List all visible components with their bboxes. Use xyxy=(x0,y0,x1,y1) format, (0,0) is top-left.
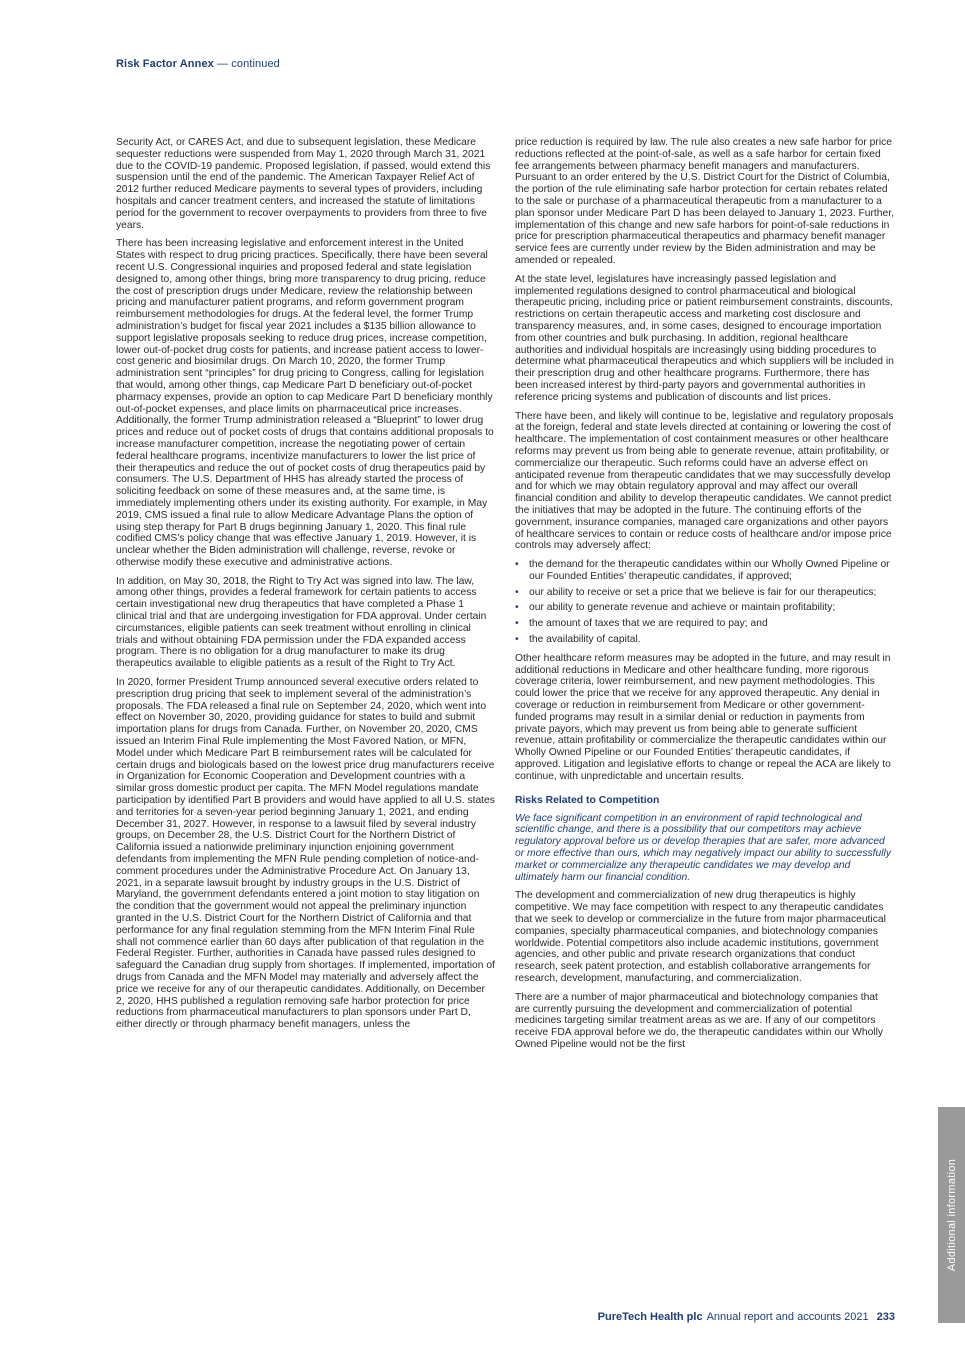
header-title: Risk Factor Annex xyxy=(116,58,214,70)
page-footer xyxy=(598,1311,895,1323)
running-header xyxy=(116,58,280,70)
body-paragraph: The development and commercialization of new drug therapeutics is highly competitive. We may face competition with respect to any therapeutic candidates that we seek to develop or commercialize in the future from major pharmaceutical companies, specialty pharmaceutical companies, and biotechnology companies worldwide. Potential competitors also include academic institutions, government agencies, and other public and private research organizations that conduct research, seek patent protection, and establish collaborative arrangements for research, development, manufacturing, and commercialization. xyxy=(515,890,886,984)
list-item-text: the amount of taxes that we are required to pay; and xyxy=(529,618,768,630)
page-number: 233 xyxy=(876,1311,895,1323)
body-paragraph: Security Act, or CARES Act, and due to subsequent legislation, these Medicare sequester reductions were suspended from May 1, 2020 through March 31, 2021 due to the COVID-19 pandemic. Proposed legislation, if passed, would extend this suspension until the end of the pandemic. The American Taxpayer Relief Act of 2012 further reduced Medicare payments to several types of providers, including hospitals and cancer treatment centers, and increased the statute of limitations period for the government to recover overpayments to providers from three to five years. xyxy=(116,137,491,231)
side-tab-label: Additional information xyxy=(945,1158,958,1272)
body-paragraph: There has been increasing legislative and enforcement interest in the United States with respect to drug pricing practices. Specifically, there have been several recent U.S. Congressional inquiries and proposed federal and state legislation designed to, among other things, bring more transparency to drug pricing, reduce the cost of prescription drugs under Medicare, review the relationship between pricing and manufacturer patient programs, and reform government program reimbursement methodologies for drugs. At the federal level, the former Trump administration’s budget for fiscal year 2021 includes a $135 billion allowance to support legislative proposals seeking to reduce drug prices, increase competition, lower out-of-pocket drug costs for patients, and increase patient access to lower-cost generic and biosimilar drugs. On March 10, 2020, the former Trump administration sent “principles” for drug pricing to Congress, calling for legislation that would, among other things, cap Medicare Part D beneficiary out-of-pocket pharmacy expenses, provide an option to cap Medicare Part D beneficiary monthly out-of-pocket expenses, and place limits on pharmaceutical price increases. Additionally, the former Trump administration released a “Blueprint” to lower drug prices and reduce out of pocket costs of drugs that contains additional proposals to increase manufacturer competition, increase the negotiating power of certain federal healthcare programs, incentivize manufacturers to lower the list price of their therapeutics and reduce the out of pocket costs of drug therapeutics paid by consumers. The U.S. Department of HHS has already started the process of soliciting feedback on some of these measures and, at the same time, is immediately implementing others under its existing authority. For example, in May 2019, CMS issued a final rule to allow Medicare Advantage Plans the option of using step therapy for Part B drugs beginning January 1, 2020. This final rule codified CMS’s policy change that was effective January 1, 2019. However, it is unclear whether the Biden administration will challenge, reverse, revoke or otherwise modify these executive and administrative actions. xyxy=(116,238,494,568)
list-item xyxy=(515,587,894,599)
body-paragraph: In 2020, former President Trump announced several executive orders related to prescription drug pricing that seek to implement several of the administration’s proposals. The FDA released a final rule on September 24, 2020, which went into effect on November 30, 2020, providing guidance for states to build and submit importation plans for drugs from Canada. Further, on November 20, 2020, CMS issued an Interim Final Rule implementing the Most Favored Nation, or MFN, Model under which Medicare Part B reimbursement rates will be calculated for certain drugs and biologicals based on the lowest price drug manufacturers receive in Organization for Economic Cooperation and Development countries with a similar gross domestic product per capita. The MFN Model regulations mandate participation by identified Part B providers and would have applied to all U.S. states and territories for a seven-year period beginning January 1, 2021, and ending December 31, 2027. However, in response to a lawsuit filed by several industry groups, on December 28, the U.S. District Court for the Northern District of California issued a nationwide preliminary injunction enjoining government defendants from implementing the MFN Rule pending completion of notice-and-comment procedures under the Administrative Procedure Act. On January 13, 2021, in a separate lawsuit brought by industry groups in the U.S. District of Maryland, the government defendants entered a joint motion to stay litigation on the condition that the government would not appeal the preliminary injunction granted in the U.S. District Court for the Northern District of California and that performance for any final regulation stemming from the MFN Interim Final Rule shall not commence earlier than 60 days after publication of that regulation in the Federal Register. Further, authorities in Canada have passed rules designed to safeguard the Canadian drug supply from shortages. If implemented, importation of drugs from Canada and the MFN Model may materially and adversely affect the price we receive for any of our therapeutic candidates. Additionally, on December 2, 2020, HHS published a regulation removing safe harbor protection for price reductions from pharmaceutical manufacturers to plan sponsors under Part D, either directly or through pharmacy benefit managers, unless the xyxy=(116,677,495,1031)
bullet-list xyxy=(515,559,894,646)
list-item-text: our ability to receive or set a price that we believe is fair for our therapeutics; xyxy=(529,586,877,598)
header-continued: — continued xyxy=(213,58,280,70)
bullet-icon: • xyxy=(515,618,519,630)
section-intro: We face significant competition in an environment of rapid technological and scientific change, and there is a possibility that our competitors may achieve regulatory approval before us or develop therapies that are safer, more advanced or more effective than ours, which may negatively impact our ability to successfully market or commercialize any therapeutic candidates we may develop and ultimately harm our financial condition. xyxy=(515,812,891,883)
list-item-text: the availability of capital. xyxy=(529,634,641,646)
body-paragraph: Other healthcare reform measures may be adopted in the future, and may result in additional reductions in Medicare and other healthcare funding, more rigorous coverage criteria, lower reimbursement, and new payment methodologies. This could lower the price that we receive for any approved therapeutic. Any denial in coverage or reduction in reimbursement from Medicare or other government-funded programs may result in a similar denial or reduction in payments from private payors, which may prevent us from being able to generate sufficient revenue, attain profitability or commercialize the therapeutic candidates within our Wholly Owned Pipeline or our Founded Entities’ therapeutic candidates, if approved. Litigation and legislative efforts to change or repeal the ACA are likely to continue, with unpredictable and uncertain results. xyxy=(515,652,891,782)
bullet-icon: • xyxy=(515,586,519,598)
list-item xyxy=(515,559,894,583)
section-heading: Risks Related to Competition xyxy=(515,794,660,806)
list-item xyxy=(515,602,894,614)
bullet-icon: • xyxy=(515,634,519,646)
body-paragraph: At the state level, legislatures have increasingly passed legislation and implemented regulations designed to control pharmaceutical and biological therapeutic pricing, including price or patient reimbursement constraints, discounts, restrictions on certain therapeutic access and marketing cost disclosure and transparency measures, and, in some cases, designed to encourage importation from other countries and bulk purchasing. In addition, regional healthcare authorities and individual hospitals are increasingly using bidding procedures to determine what pharmaceutical therapeutics and which suppliers will be included in their prescription drug and other healthcare programs. Furthermore, there has been increased interest by third-party payors and governmental authorities in reference pricing systems and publication of discounts and list prices. xyxy=(515,273,894,403)
body-paragraph: In addition, on May 30, 2018, the Right to Try Act was signed into law. The law, among other things, provides a federal framework for certain patients to access certain investigational new drug therapeutics that have completed a Phase 1 clinical trial and that are undergoing investigation for FDA approval. Under certain circumstances, eligible patients can seek treatment without enrolling in clinical trials and without obtaining FDA permission under the FDA expanded access program. There is no obligation for a drug manufacturer to make its drug therapeutics available to eligible patients as a result of the Right to Try Act. xyxy=(116,575,487,670)
list-item-text: the demand for the therapeutic candidates within our Wholly Owned Pipeline or our Founded Entities’ therapeutic candidates, if approved; xyxy=(529,559,890,582)
body-paragraph: price reduction is required by law. The rule also creates a new safe harbor for price reductions reflected at the point-of-sale, as well as a safe harbor for certain fixed fee arrangements between pharmacy benefit managers and manufacturers. Pursuant to an order entered by the U.S. District Court for the District of Columbia, the portion of the rule eliminating safe harbor protection for certain rebates related to the sale or purchase of a pharmaceutical therapeutic from a manufacturer to a plan sponsor under Medicare Part D has been delayed to January 1, 2023. Further, implementation of this change and new safe harbors for point-of-sale reductions in price for prescription pharmaceutical therapeutics and pharmacy benefit manager service fees are currently under review by the Biden administration and may be amended or repealed. xyxy=(515,137,894,266)
left-column xyxy=(116,137,495,1038)
list-item-text: our ability to generate revenue and achieve or maintain profitability; xyxy=(529,602,836,614)
bullet-icon: • xyxy=(515,559,519,571)
footer-company: PureTech Health plc xyxy=(597,1311,703,1323)
footer-report-title: Annual report and accounts 2021 xyxy=(706,1311,869,1323)
list-item xyxy=(515,634,894,646)
right-column xyxy=(515,137,894,1058)
bullet-icon: • xyxy=(515,602,519,614)
body-paragraph: There have been, and likely will continue to be, legislative and regulatory proposals at the foreign, federal and state levels directed at containing or lowering the cost of healthcare. The implementation of cost containment measures or other healthcare reforms may prevent us from being able to generate revenue, attain profitability, or commercialize our therapeutic. Such reforms could have an adverse effect on anticipated revenue from therapeutic candidates that we may successfully develop and for which we may obtain regulatory approval and may affect our overall financial condition and ability to develop therapeutic candidates. We cannot predict the initiatives that may be adopted in the future. The continuing efforts of the government, insurance companies, managed care organizations and other payors of healthcare services to contain or reduce costs of healthcare and/or impose price controls may adversely affect: xyxy=(515,410,894,552)
body-paragraph: There are a number of major pharmaceutical and biotechnology companies that are currently pursuing the development and commercialization of potential medicines targeting similar treatment areas as we are. If any of our competitors receive FDA approval before we do, the therapeutic candidates within our Wholly Owned Pipeline would not be the first xyxy=(515,991,884,1050)
section-side-tab[interactable] xyxy=(938,1107,965,1323)
list-item xyxy=(515,618,894,630)
